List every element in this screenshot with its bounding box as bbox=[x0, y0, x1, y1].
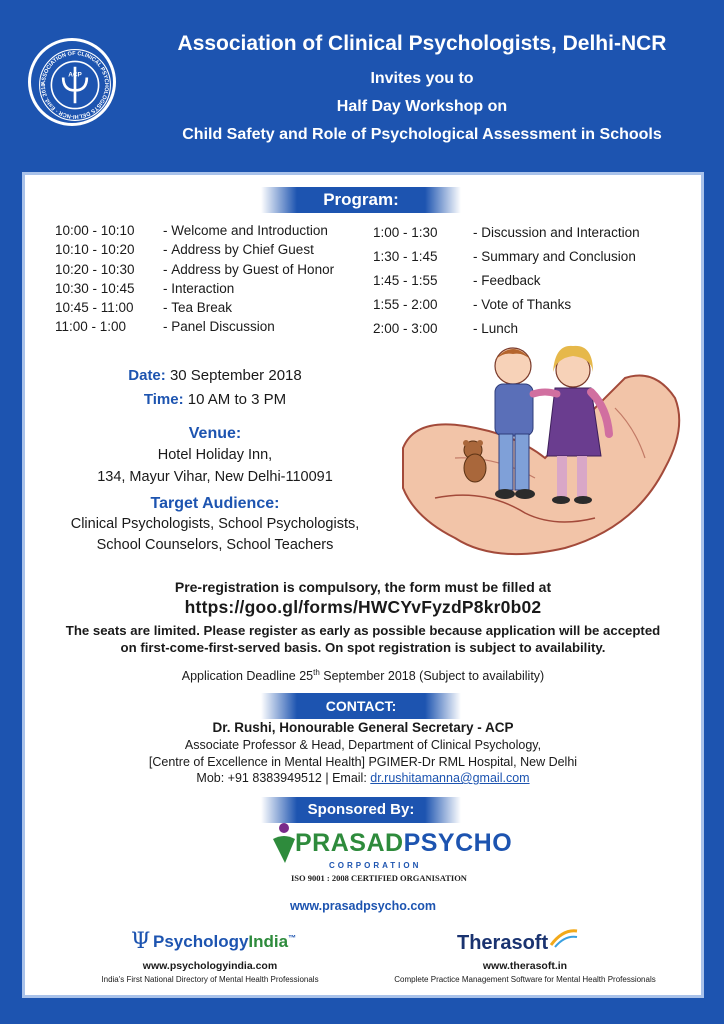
therasoft-swoosh-icon bbox=[549, 927, 579, 949]
prasad-url[interactable]: www.prasadpsycho.com bbox=[289, 899, 437, 913]
registration-note: Pre-registration is compulsory, the form must be filled at bbox=[174, 579, 552, 595]
contact-phone-email: Mob: +91 8383949512 | Email: dr.rushitamanna@gmail.com bbox=[196, 771, 530, 785]
org-title: Association of Clinical Psychologists, Delhi-NCR bbox=[177, 32, 667, 55]
program-row: 10:20 - 10:30 - Address by Guest of Honor bbox=[55, 261, 335, 277]
program-row: 10:00 - 10:10 - Welcome and Introduction bbox=[55, 223, 328, 238]
therasoft-tagline: Complete Practice Management Software for Mental Health Professionals bbox=[394, 975, 656, 984]
hands-children-illustration bbox=[395, 338, 687, 568]
program-row: 2:00 - 3:00 - Lunch bbox=[373, 321, 519, 336]
therasoft-logo bbox=[457, 929, 587, 959]
program-row: 1:55 - 2:00 - Vote of Thanks bbox=[373, 297, 572, 312]
workshop-line: Half Day Workshop on bbox=[336, 98, 508, 115]
program-row: 10:45 - 11:00 - Tea Break bbox=[55, 300, 233, 316]
contact-role: Associate Professor & Head, Department of Clinical Psychology, bbox=[184, 738, 542, 752]
program-row: 10:30 - 10:45 - Interaction bbox=[55, 280, 235, 296]
audience-label: Target Audience: bbox=[150, 495, 280, 512]
program-right-column bbox=[373, 221, 640, 341]
acp-logo bbox=[28, 38, 116, 126]
header bbox=[0, 0, 724, 170]
program-row: 11:00 - 1:00 - Panel Discussion bbox=[55, 319, 275, 335]
venue-line-2: 134, Mayur Vihar, New Delhi-110091 bbox=[97, 469, 333, 485]
contact-name: Dr. Rushi, Honourable General Secretary - ACP bbox=[212, 720, 514, 735]
prasad-psycho-logo bbox=[269, 821, 513, 901]
logo-ring bbox=[31, 41, 119, 129]
program-row: 1:30 - 1:45 - Summary and Conclusion bbox=[373, 249, 636, 264]
psi-icon: Ψ bbox=[131, 929, 151, 954]
content-panel bbox=[22, 172, 704, 998]
program-heading: Program: bbox=[261, 187, 461, 213]
registration-url[interactable]: https://goo.gl/forms/HWCYvFyzdP8kr0b02 bbox=[184, 597, 542, 617]
psychologyindia-url[interactable]: www.psychologyindia.com bbox=[142, 960, 278, 972]
therasoft-url[interactable]: www.therasoft.in bbox=[482, 960, 568, 972]
psychologyindia-wordmark: PsychologyIndia™ bbox=[153, 932, 297, 951]
application-deadline: Application Deadline 25th September 2018 (Subject to availability) bbox=[181, 668, 545, 684]
event-date: Date: 30 September 2018 bbox=[128, 367, 302, 384]
prasad-corporation: CORPORATION bbox=[329, 861, 422, 870]
psychologyindia-logo bbox=[131, 929, 301, 957]
venue-line-1: Hotel Holiday Inn, bbox=[157, 447, 273, 463]
program-row: 1:45 - 1:55 - Feedback bbox=[373, 273, 541, 288]
therasoft-wordmark: Therasoft bbox=[457, 932, 549, 954]
contact-email-link[interactable]: dr.rushitamanna@gmail.com bbox=[370, 771, 530, 785]
event-time: Time: 10 AM to 3 PM bbox=[143, 391, 287, 408]
seats-note-2: on first-come-first-served basis. On spot registration is subject to availability. bbox=[120, 640, 606, 655]
seats-note-1: The seats are limited. Please register as early as possible because application will be accepted bbox=[65, 623, 661, 638]
contact-organisation: [Centre of Excellence in Mental Health] PGIMER-Dr RML Hospital, New Delhi bbox=[148, 755, 578, 769]
program-left-column bbox=[55, 221, 334, 337]
invite-line: Invites you to bbox=[370, 70, 474, 87]
prasad-psycho-wordmark: PRASADPSYCHO bbox=[295, 829, 513, 857]
contact-heading: CONTACT: bbox=[261, 693, 461, 719]
iso-certification: ISO 9001 : 2008 CERTIFIED ORGANISATION bbox=[291, 873, 467, 883]
svg-text:ACP: ACP bbox=[68, 71, 82, 79]
program-row: 10:10 - 10:20 - Address by Chief Guest bbox=[55, 242, 314, 258]
svg-text:ASSOCIATION OF CLINICAL PSYCHO: ASSOCIATION OF CLINICAL PSYCHOLOGISTS DELHI-NCR · Estd. 2018 bbox=[40, 50, 110, 120]
audience-line-1: Clinical Psychologists, School Psychologists, bbox=[70, 516, 360, 532]
workshop-topic: Child Safety and Role of Psychological Assessment in Schools bbox=[182, 126, 662, 143]
psychologyindia-tagline: India's First National Directory of Mental Health Professionals bbox=[101, 975, 319, 984]
venue-label: Venue: bbox=[188, 425, 242, 442]
program-row: 1:00 - 1:30 - Discussion and Interaction bbox=[373, 225, 640, 240]
sponsors-heading: Sponsored By: bbox=[261, 797, 461, 823]
audience-line-2: School Counselors, School Teachers bbox=[96, 537, 334, 553]
